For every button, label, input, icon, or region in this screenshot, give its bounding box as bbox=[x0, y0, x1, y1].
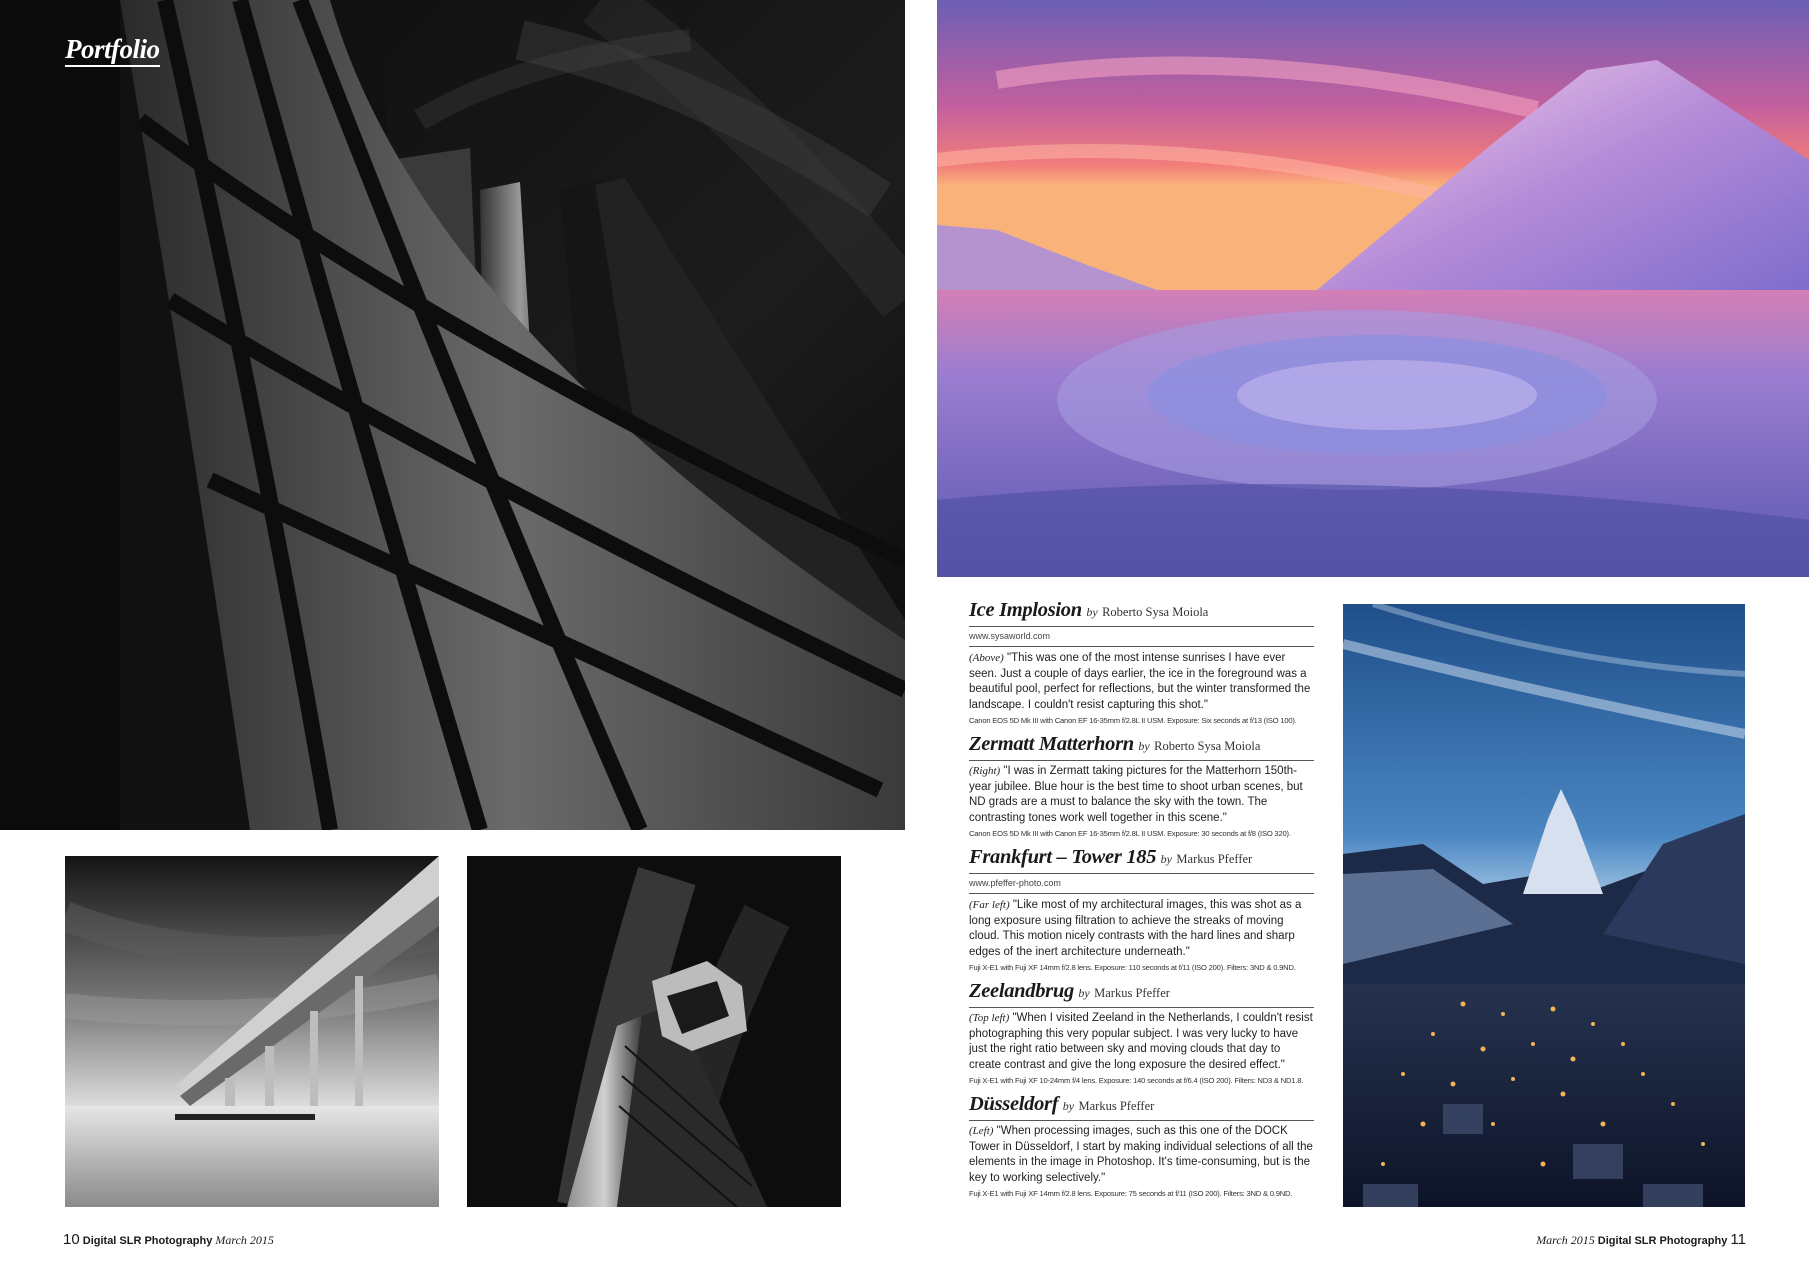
photo-frankfurt-tower bbox=[0, 0, 905, 830]
folio-left bbox=[63, 1232, 274, 1249]
entry-position: (Far left) bbox=[969, 899, 1010, 911]
entry-tech: Fuji X-E1 with Fuji XF 10-24mm f/4 lens. Exposure: 140 seconds at f/6.4 (ISO 200). Filters: ND3 & ND1.8. bbox=[969, 1076, 1304, 1085]
entry-frankfurt-tower bbox=[969, 845, 1314, 974]
photo-zermatt-matterhorn bbox=[1343, 604, 1745, 1207]
entry-by: by bbox=[1160, 852, 1172, 866]
entry-by: by bbox=[1086, 605, 1098, 619]
entry-text: "When I visited Zeeland in the Netherlands, I couldn't resist photographing this very popular subject. I was very lucky to have just the right ratio between sky and moving clouds that day to create contrast and give the long exposure the desired effect." bbox=[969, 1012, 1313, 1071]
entry-author: Roberto Sysa Moiola bbox=[1102, 605, 1209, 619]
entry-author: Markus Pfeffer bbox=[1078, 1099, 1155, 1113]
magazine-name: Digital SLR Photography bbox=[1597, 1235, 1728, 1247]
entry-by: by bbox=[1078, 986, 1090, 1000]
issue-date: March 2015 bbox=[1536, 1233, 1595, 1247]
entry-title: Frankfurt – Tower 185 bbox=[969, 846, 1157, 868]
entry-by: by bbox=[1062, 1099, 1075, 1113]
entry-zermatt-matterhorn bbox=[969, 732, 1314, 840]
entry-text: "When processing images, such as this one of the DOCK Tower in Düsseldorf, I start by making individual selections of all the elements in the image in Photoshop. It's time-consuming, but is the key to working selectively." bbox=[969, 1125, 1313, 1184]
entry-text: "This was one of the most intense sunrises I have ever seen. Just a couple of days earlier, the ice in the foreground was a beautiful pool, perfect for reflections, but the winter transformed the landscape. I couldn't resist capturing this shot." bbox=[969, 652, 1311, 711]
entry-header bbox=[969, 1092, 1314, 1121]
page-number: 11 bbox=[1730, 1231, 1746, 1248]
entry-author: Roberto Sysa Moiola bbox=[1154, 739, 1261, 753]
entry-author: Markus Pfeffer bbox=[1176, 852, 1253, 866]
entry-zeelandbrug bbox=[969, 979, 1314, 1087]
entry-duesseldorf bbox=[969, 1092, 1314, 1200]
entry-position: (Right) bbox=[969, 765, 1001, 777]
section-label: Portfolio bbox=[65, 34, 160, 67]
entry-header bbox=[969, 598, 1314, 627]
entry-title: Düsseldorf bbox=[969, 1093, 1059, 1115]
entry-body bbox=[969, 651, 1314, 713]
entry-tech: Fuji X-E1 with Fuji XF 14mm f/2.8 lens. Exposure: 110 seconds at f/11 (ISO 200). Filters: 3ND & 0.9ND. bbox=[969, 963, 1296, 972]
entry-url[interactable]: www.pfeffer-photo.com bbox=[969, 877, 1314, 894]
photo-ice-implosion bbox=[937, 0, 1809, 577]
entry-text: "Like most of my architectural images, this was shot as a long exposure using filtration to achieve the streaks of moving cloud. This motion nicely contrasts with the hard lines and sharp edges of the inert architecture underneath." bbox=[969, 899, 1302, 958]
captions-column bbox=[969, 598, 1314, 1205]
folio-right bbox=[1536, 1232, 1746, 1249]
entry-header bbox=[969, 845, 1314, 874]
entry-position: (Top left) bbox=[969, 1012, 1010, 1024]
entry-url[interactable]: www.sysaworld.com bbox=[969, 630, 1314, 647]
entry-tech: Fuji X-E1 with Fuji XF 14mm f/2.8 lens. Exposure: 75 seconds at f/11 (ISO 200). Filters: 3ND & 0.9ND. bbox=[969, 1189, 1293, 1198]
entry-position: (Above) bbox=[969, 652, 1004, 664]
entry-title: Zeelandbrug bbox=[969, 980, 1074, 1002]
entry-by: by bbox=[1138, 739, 1150, 753]
issue-date: March 2015 bbox=[215, 1233, 274, 1247]
entry-body bbox=[969, 1011, 1314, 1073]
entry-ice-implosion bbox=[969, 598, 1314, 727]
entry-position: (Left) bbox=[969, 1125, 994, 1137]
entry-title: Ice Implosion bbox=[969, 599, 1082, 621]
entry-tech: Canon EOS 5D Mk III with Canon EF 16-35mm f/2.8L II USM. Exposure: Six seconds at f/13 (ISO 100). bbox=[969, 716, 1297, 725]
entry-text: "I was in Zermatt taking pictures for the Matterhorn 150th-year jubilee. Blue hour is the best time to shoot urban scenes, but ND grads are a must to balance the sky with the town. The contrasting tones work well together in this scene." bbox=[969, 765, 1303, 824]
photo-duesseldorf bbox=[467, 856, 841, 1207]
entry-header bbox=[969, 732, 1314, 761]
entry-body bbox=[969, 1124, 1314, 1186]
page-number: 10 bbox=[63, 1231, 80, 1248]
entry-tech: Canon EOS 5D Mk III with Canon EF 16-35mm f/2.8L II USM. Exposure: 30 seconds at f/8 (ISO 320). bbox=[969, 829, 1291, 838]
entry-body bbox=[969, 898, 1314, 960]
entry-author: Markus Pfeffer bbox=[1094, 986, 1170, 1000]
photo-zeelandbrug bbox=[65, 856, 439, 1207]
entry-header bbox=[969, 979, 1314, 1008]
entry-title: Zermatt Matterhorn bbox=[969, 733, 1134, 755]
entry-body bbox=[969, 764, 1314, 826]
magazine-name: Digital SLR Photography bbox=[82, 1235, 213, 1247]
